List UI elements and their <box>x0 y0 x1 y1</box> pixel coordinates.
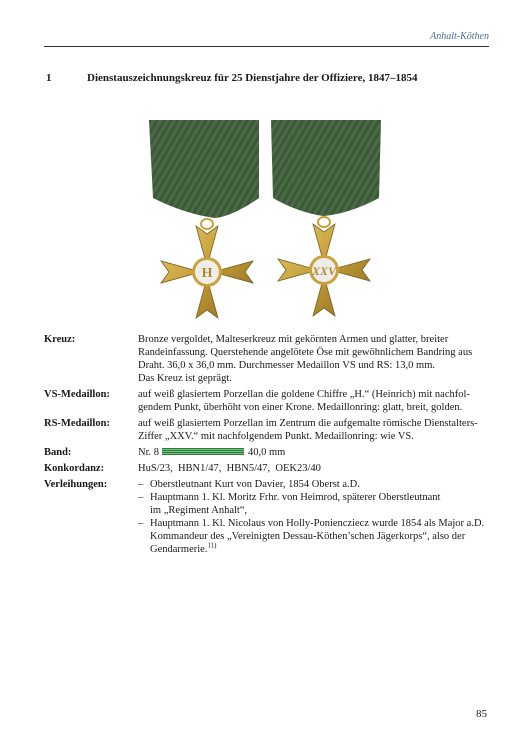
verleihungen-list <box>138 478 489 556</box>
row-konkordanz <box>44 462 489 475</box>
reverse-numerals: XXV <box>311 264 337 278</box>
value-band <box>138 446 489 459</box>
list-item <box>138 478 489 491</box>
label-kreuz: Kreuz: <box>44 334 76 345</box>
list-item <box>138 491 489 517</box>
value-vs-medaillon <box>138 388 489 414</box>
medal-details <box>44 333 489 559</box>
value-konkordanz: HuS/23, HBN1/47, HBN5/47, OEK23/40 <box>138 463 321 474</box>
list-dash: – <box>138 492 144 503</box>
list-dash: – <box>138 518 144 529</box>
list-dash: – <box>138 479 144 490</box>
running-title: Anhalt-Köthen <box>430 31 489 42</box>
kreuz-line: Das Kreuz ist geprägt. <box>138 373 232 384</box>
row-kreuz <box>44 333 489 385</box>
label-band: Band: <box>44 447 72 458</box>
value-rs-medaillon <box>138 417 489 443</box>
list-item-line: Hauptmann 1. Kl. Nicolaus von Holly-Ponienczіecz wurde 1854 als Major a.D. <box>150 518 485 529</box>
entry-number: 1 <box>46 72 52 84</box>
band-number: Nr. 8 <box>138 447 159 458</box>
vs-line: auf weiß glasiertem Porzellan die goldene Chiffre „H.“ (Heinrich) mit nachfol- <box>138 389 470 400</box>
header-rule <box>44 46 489 47</box>
rs-line: Ziffer „XXV.“ mit nachfolgendem Punkt. Medaillonring: wie VS. <box>138 431 414 442</box>
suspension-ring-right <box>318 217 330 227</box>
list-item-line: Oberstleutnant Kurt von Davier, 1854 Oberst a.D. <box>150 479 360 490</box>
medal-reverse <box>271 120 381 316</box>
list-item-line <box>150 543 489 556</box>
list-item-line: im „Regiment Anhalt“, <box>150 505 248 516</box>
obverse-monogram: H <box>201 266 213 281</box>
maltese-cross-right <box>278 224 370 316</box>
ribbon-right <box>271 120 381 216</box>
entry-title: Dienstauszeichnungskreuz für 25 Dienstjahre der Offiziere, 1847–1854 <box>87 72 418 84</box>
row-rs-medaillon <box>44 417 489 443</box>
label-vs-medaillon: VS-Medaillon: <box>44 389 110 400</box>
list-item-text: Gendarmerie. <box>150 544 208 555</box>
row-vs-medaillon <box>44 388 489 414</box>
row-band <box>44 446 489 459</box>
list-item-line: Hauptmann 1. Kl. Moritz Frhr. von Heimrod, späterer Oberstleutnant <box>150 492 441 503</box>
list-item <box>138 517 489 556</box>
label-konkordanz: Konkordanz: <box>44 463 105 474</box>
label-verleihungen: Verleihungen: <box>44 479 108 490</box>
rs-line: auf weiß glasiertem Porzellan im Zentrum die aufgemalte römische Dienstalters- <box>138 418 478 429</box>
row-verleihungen <box>44 478 489 556</box>
kreuz-line: Bronze vergoldet, Malteserkreuz mit gekörnten Armen und glatter, breiter <box>138 334 449 345</box>
kreuz-line: Randeinfassung. Querstehende angelötete Öse mit gewöhnlichem Bandring aus <box>138 347 473 358</box>
ribbon-left <box>149 120 259 218</box>
medal-photo <box>143 112 387 322</box>
page-number: 85 <box>476 708 487 720</box>
medal-obverse <box>149 120 259 318</box>
kreuz-line: Draht. 36,0 x 36,0 mm. Durchmesser Medaillon VS und RS: 13,0 mm. <box>138 360 435 371</box>
vs-line: gendem Punkt, überhöht von einer Krone. Medaillonring: glatt, breit, golden. <box>138 402 463 413</box>
list-item-line: Kommandeur des „Vereinigten Dessau-Köthen’schen Jägerkorps“, also der <box>150 531 466 542</box>
value-kreuz <box>138 333 489 385</box>
band-width: 40,0 mm <box>248 447 286 458</box>
maltese-cross-left <box>161 226 253 318</box>
suspension-ring-left <box>201 219 213 229</box>
band-swatch <box>162 448 244 455</box>
label-rs-medaillon: RS-Medaillon: <box>44 418 110 429</box>
footnote-marker: 11) <box>207 541 217 550</box>
